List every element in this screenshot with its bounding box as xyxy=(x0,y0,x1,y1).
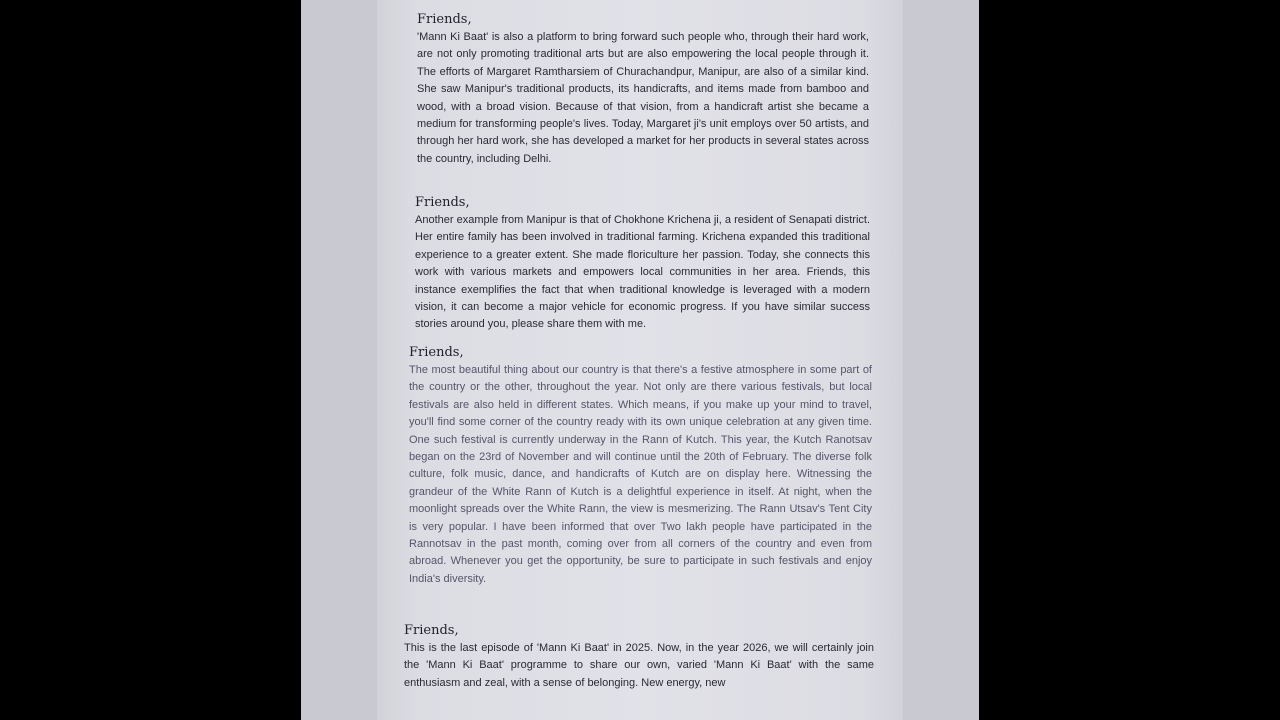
paragraph-heading: Friends, xyxy=(409,345,464,360)
paragraph-text: 'Mann Ki Baat' is also a platform to bring forward such people who, through their hard work, are not only promoting traditional arts but are also empowering the local people through it. The efforts of Margaret Ramtharsiem of Churachandpur, Manipur, are also of a similar kind. She saw Manipur's traditional products, its handicrafts, and items made from bamboo and wood, with a broad vision. Because of that vision, from a handicraft artist she became a medium for transforming people's lives. Today, Margaret ji's unit employs over 50 artists, and through her hard work, she has developed a market for her products in several states across the country, including Delhi. xyxy=(417,31,869,165)
paragraph-heading: Friends, xyxy=(415,195,470,210)
video-frame xyxy=(301,0,979,720)
paragraph-krichena xyxy=(415,195,870,334)
paragraph-rann-utsav xyxy=(409,345,872,588)
paragraph-heading: Friends, xyxy=(417,12,472,27)
paragraph-text: The most beautiful thing about our country is that there's a festive atmosphere in some part of the country or the other, throughout the year. Not only are there various festivals, but local festivals are also held in different states. Which means, if you make up your mind to travel, you'll find some corner of the country ready with its own unique celebration at any given time. One such festival is currently underway in the Rann of Kutch. This year, the Kutch Ranotsav began on the 23rd of November and will continue until the 20th of February. The diverse folk culture, folk music, dance, and handicrafts of Kutch are on display here. Witnessing the grandeur of the White Rann of Kutch is a delightful experience in itself. At night, when the moonlight spreads over the White Rann, the view is mesmerizing. The Rann Utsav's Tent City is very popular. I have been informed that over Two lakh people have participated in the Rannotsav in the past month, coming over from all corners of the country and even from abroad. Whenever you get the opportunity, be sure to participate in such festivals and enjoy India's diversity. xyxy=(409,364,872,585)
paragraph-margaret xyxy=(417,12,869,168)
paragraph-last-episode xyxy=(404,623,874,692)
paragraph-text: This is the last episode of 'Mann Ki Baat' in 2025. Now, in the year 2026, we will certainly join the 'Mann Ki Baat' programme to share our own, varied 'Mann Ki Baat' with the same enthusiasm and zeal, with a sense of belonging. New energy, new xyxy=(404,642,874,689)
document-page xyxy=(377,0,903,720)
paragraph-text: Another example from Manipur is that of Chokhone Krichena ji, a resident of Senapati district. Her entire family has been involved in traditional farming. Krichena expanded this traditional experience to a greater extent. She made floriculture her passion. Today, she connects this work with various markets and empowers local communities in her area. Friends, this instance exemplifies the fact that when traditional knowledge is leveraged with a modern vision, it can become a major vehicle for economic progress. If you have similar success stories around you, please share them with me. xyxy=(415,214,870,331)
paragraph-heading: Friends, xyxy=(404,623,459,638)
